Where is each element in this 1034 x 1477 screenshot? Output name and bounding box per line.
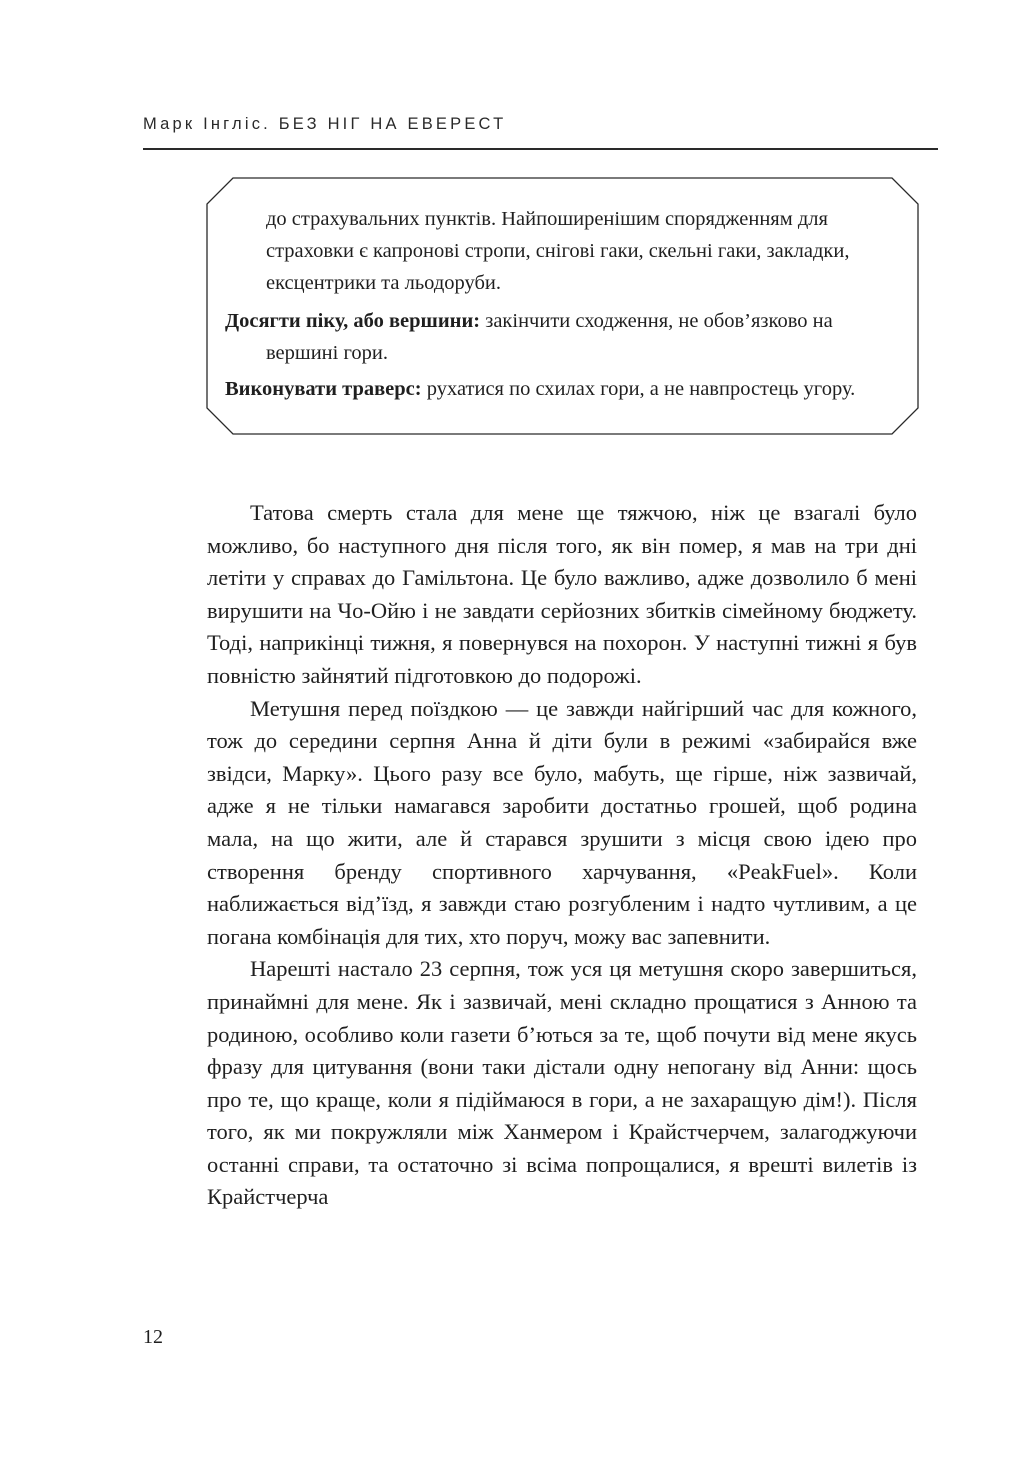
body-paragraph-2: Метушня перед поїздкою — це завжди найгірший час для кожного, тож до середини серпня Анна й діти були в режимі «забирайся вже звідси, Марку». Цього разу все було, мабуть, ще гірше, ніж зазвичай, адже я не тільки намагався заробити достатньо грошей, щоб родина мала, на що жити, але й старався зрушити з місця свою ідею про створення бренду спортивного харчування, «PeakFuel». Коли наближається від’їзд, я завжди стаю розгубленим і надто чутливим, а це погана комбінація для тих, хто поруч, можу вас запевнити.	[207, 695, 917, 949]
page-number: 12	[143, 1326, 163, 1348]
body-paragraph-1: Татова смерть стала для мене ще тяжчою, ніж це взагалі було можливо, бо наступного дня після того, як він помер, я мав на три дні летіти у справах до Гамільтона. Це було важливо, адже дозволило б мені вирушити на Чо-Ойю і не завдати серйозних збитків сімейному бюджету. Тоді, наприкінці тижня, я повернувся на похорон. У наступні тижні я був повністю зайнятий підготовкою до подорожі.	[207, 500, 917, 688]
glossary-entry-summit	[225, 307, 938, 335]
glossary-entry-traverse	[225, 375, 938, 403]
glossary-definition: закінчити сходження, не обов’язково на	[480, 310, 833, 332]
body-text	[207, 497, 917, 1214]
header-rule	[143, 148, 938, 150]
body-paragraph-3: Нарешті настало 23 серпня, тож уся ця метушня скоро завершиться, принаймні для мене. Як і зазвичай, мені складно прощатися з Анною та родиною, особливо коли газети б’ються за те, щоб почути від мене якусь фразу для цитування (вони таки дістали одну непогану від Анни: щось про те, що краще, коли я підіймаюся в гори, а не захаращую дім!). Після того, як ми покружляли між Ханмером і Крайстчерчем, залагоджуючи останні справи, та остаточно зі всіма попрощалися, я врешті вилетів із Крайстчерча	[207, 956, 917, 1210]
glossary-definition: рухатися по схилах гори, а не навпростець угору.	[421, 378, 856, 400]
glossary-term: Виконувати траверс:	[225, 378, 422, 400]
glossary-box	[206, 177, 919, 435]
glossary-term: Досягти піку, або вершини:	[225, 310, 481, 332]
glossary-continuation-line-1: до страхувальних пунктів. Найпоширенішим спорядженням для	[266, 208, 828, 230]
running-head: Марк Інгліс. БЕЗ НІГ НА ЕВЕРЕСТ	[143, 115, 507, 133]
glossary-definition-continuation: вершині гори.	[266, 342, 388, 364]
glossary-continuation-line-3: ексцентрики та льодоруби.	[266, 272, 502, 294]
glossary-continuation-line-2: страховки є капронові стропи, снігові гаки, скельні гаки, закладки,	[266, 240, 850, 262]
